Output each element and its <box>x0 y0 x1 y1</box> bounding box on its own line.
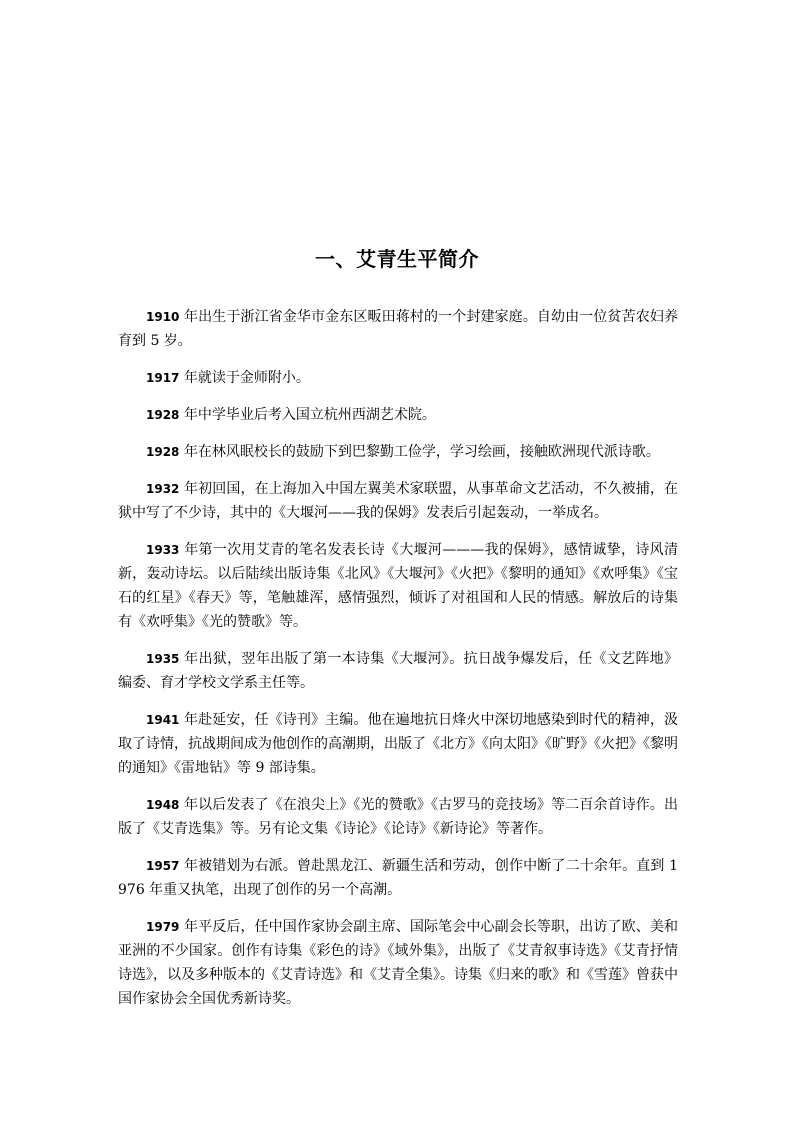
paragraph-text: 年就读于金师附小。 <box>179 370 310 386</box>
paragraph-year: 1941 <box>146 713 180 727</box>
paragraph-text: 年被错划为右派。曾赴黑龙江、新疆生活和劳动，创作中断了二十余年。直到 1976 年重又执笔，出现了创作的另一个高潮。 <box>118 858 678 898</box>
paragraph-year: 1928 <box>146 445 180 459</box>
paragraph-text: 年中学毕业后考入国立杭州西湖艺术院。 <box>179 407 436 423</box>
biography-paragraph <box>118 403 678 427</box>
biography-paragraph <box>118 440 678 464</box>
paragraph-year: 1935 <box>146 652 180 666</box>
paragraph-year: 1948 <box>146 798 180 812</box>
paragraph-text: 年出狱，翌年出版了第一本诗集《大堰河》。抗日战争爆发后，任《文艺阵地》编委、育才学校文学系主任等。 <box>118 651 678 691</box>
biography-body <box>118 305 678 1024</box>
paragraph-year: 1917 <box>146 371 180 385</box>
biography-paragraph <box>118 854 678 902</box>
paragraph-text: 年在林风眠校长的鼓励下到巴黎勤工俭学，学习绘画，接触欧洲现代派诗歌。 <box>179 444 660 460</box>
biography-paragraph <box>118 708 678 780</box>
biography-paragraph <box>118 915 678 1011</box>
paragraph-text: 年赴延安，任《诗刊》主编。他在遍地抗日烽火中深切地感染到时代的精神，汲取了诗情，抗战期间成为他创作的高潮期，出版了《北方》《向太阳》《旷野》《火把》《黎明的通知》《雷地钻》等 9 部诗集。 <box>118 712 678 776</box>
biography-paragraph <box>118 793 678 841</box>
paragraph-year: 1979 <box>146 920 180 934</box>
biography-paragraph <box>118 305 678 353</box>
paragraph-year: 1933 <box>146 543 180 557</box>
biography-paragraph <box>118 477 678 525</box>
biography-paragraph <box>118 366 678 390</box>
paragraph-text: 年初回国，在上海加入中国左翼美术家联盟，从事革命文艺活动，不久被捕，在狱中写了不少诗，其中的《大堰河——我的保姆》发表后引起轰动，一举成名。 <box>118 481 678 521</box>
paragraph-year: 1928 <box>146 408 180 422</box>
paragraph-text: 年出生于浙江省金华市金东区畈田蒋村的一个封建家庭。自幼由一位贫苦农妇养育到 5 岁。 <box>118 309 678 349</box>
page-title: 一、艾青生平简介 <box>315 247 479 271</box>
paragraph-year: 1957 <box>146 859 180 873</box>
paragraph-text: 年第一次用艾青的笔名发表长诗《大堰河———我的保姆》，感情诚挚，诗风清新，轰动诗坛。以后陆续出版诗集《北风》《大堰河》《火把》《黎明的通知》《欢呼集》《宝石的红星》《春天》等，笔触雄浑，感情强烈，倾诉了对祖国和人民的情感。解放后的诗集有《欢呼集》《光的赞歌》等。 <box>118 542 678 630</box>
paragraph-year: 1910 <box>146 310 180 324</box>
biography-paragraph <box>118 647 678 695</box>
paragraph-text: 年以后发表了《在浪尖上》《光的赞歌》《古罗马的竞技场》等二百余首诗作。出版了《艾青选集》等。另有论文集《诗论》《论诗》《新诗论》等著作。 <box>118 797 678 837</box>
biography-paragraph <box>118 538 678 634</box>
paragraph-text: 年平反后，任中国作家协会副主席、国际笔会中心副会长等职，出访了欧、美和亚洲的不少国家。创作有诗集《彩色的诗》《域外集》，出版了《艾青叙事诗选》《艾青抒情诗选》，以及多种版本的《艾青诗选》和《艾青全集》。诗集《归来的歌》和《雪莲》曾获中国作家协会全国优秀新诗奖。 <box>118 919 678 1007</box>
paragraph-year: 1932 <box>146 482 180 496</box>
